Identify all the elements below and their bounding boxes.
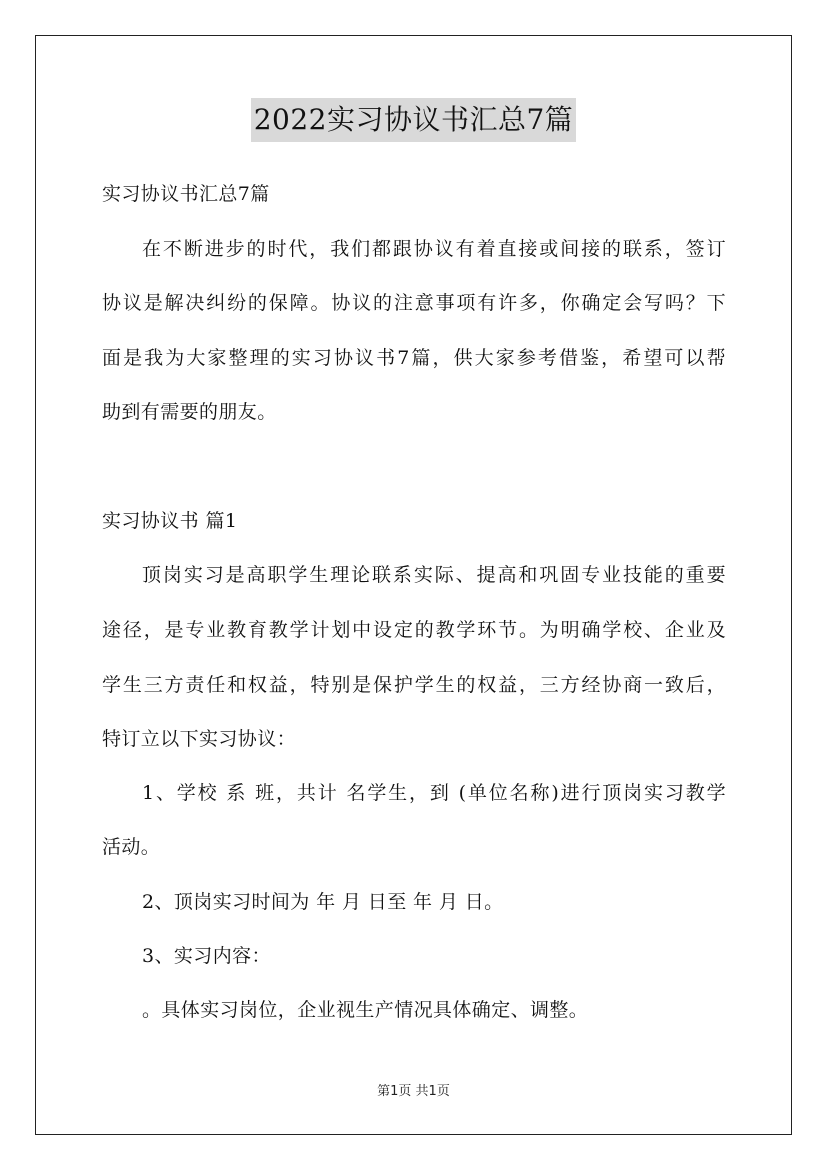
- intro-line-3: 面是我为大家整理的实习协议书7篇，供大家参考借鉴，希望可以帮: [102, 347, 726, 369]
- page-footer: 第1页 共1页: [377, 1084, 450, 1099]
- document-title: 2022实习协议书汇总7篇: [251, 98, 577, 142]
- section-heading: 实习协议书 篇1: [102, 510, 238, 532]
- intro-line-1: 在不断进步的时代，我们都跟协议有着直接或间接的联系，签订: [142, 238, 726, 260]
- item-1-line-2: 活动。: [102, 836, 161, 858]
- body-line-1: 顶岗实习是高职学生理论联系实际、提高和巩固专业技能的重要: [142, 564, 726, 586]
- item-3-detail: 。具体实习岗位，企业视生产情况具体确定、调整。: [142, 999, 589, 1021]
- item-3: 3、实习内容：: [142, 945, 271, 967]
- intro-line-4: 助到有需要的朋友。: [102, 401, 277, 423]
- document-subtitle: 实习协议书汇总7篇: [102, 183, 270, 205]
- title-container: [0, 98, 827, 142]
- body-line-4: 特订立以下实习协议：: [102, 728, 297, 750]
- body-line-2: 途径，是专业教育教学计划中设定的教学环节。为明确学校、企业及: [102, 619, 726, 641]
- item-1-line-1: 1、学校 系 班，共计 名学生，到 (单位名称)进行顶岗实习教学: [142, 782, 726, 804]
- intro-line-2: 协议是解决纠纷的保障。协议的注意事项有许多，你确定会写吗？下: [102, 292, 726, 314]
- body-line-3: 学生三方责任和权益，特别是保护学生的权益，三方经协商一致后，: [102, 674, 726, 696]
- item-2: 2、顶岗实习时间为 年 月 日至 年 月 日。: [142, 891, 504, 913]
